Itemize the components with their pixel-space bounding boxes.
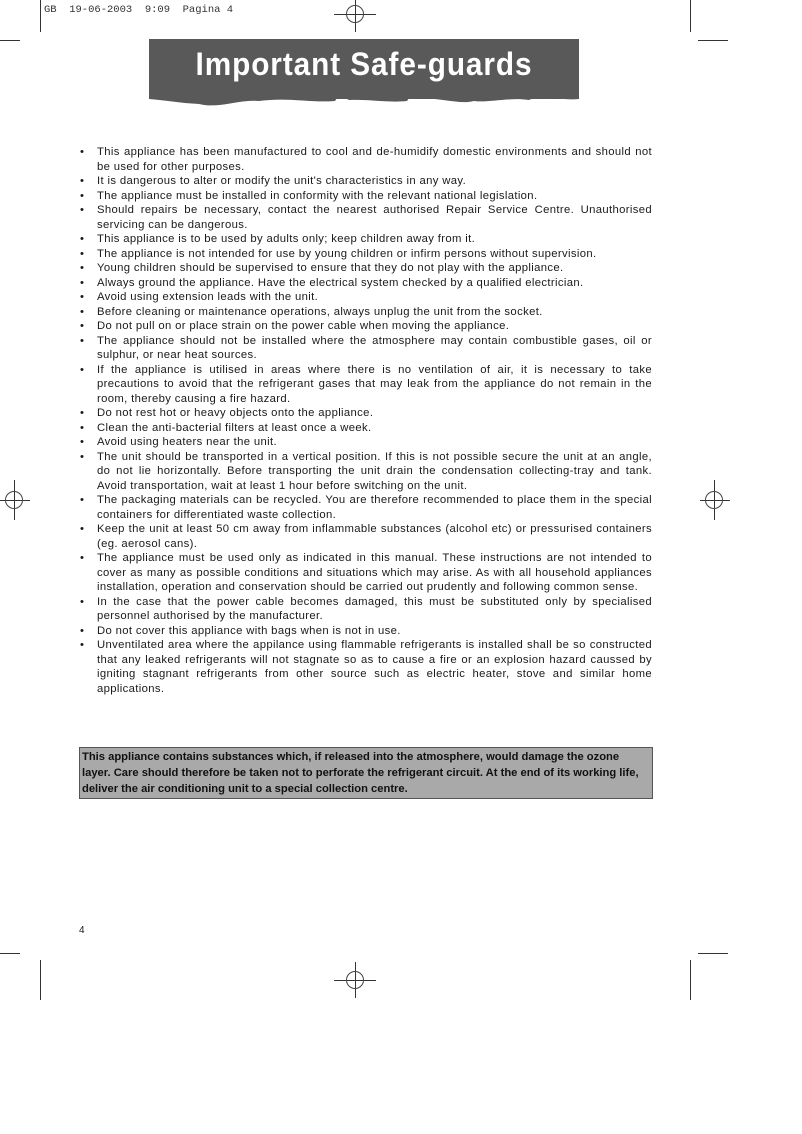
list-item-text: Keep the unit at least 50 cm away from inflammable substances (alcohol etc) or pressurised containers (eg. aerosol cans).	[97, 523, 652, 550]
list-item-text: In the case that the power cable becomes damaged, this must be substituted only by specialised personnel authorised by the manufacturer.	[97, 595, 652, 622]
list-item	[78, 450, 652, 494]
safeguards-list	[78, 145, 652, 696]
bullet-icon: •	[80, 436, 85, 448]
list-item	[78, 493, 652, 522]
bullet-icon: •	[80, 334, 85, 347]
bullet-icon: •	[80, 175, 85, 187]
bullet-icon: •	[80, 407, 85, 419]
list-item-text: Should repairs be necessary, contact the nearest authorised Repair Service Centre. Unauthorised servicing can be dangerous.	[97, 204, 652, 231]
list-item	[78, 203, 652, 232]
list-item-text: The unit should be transported in a vertical position. If this is not possible secure the unit at an angle, do not lie horizontally. Before transporting the unit drain the condensation collecting-tray and tank. Avoid transportation, wait at least 1 hour before switching on the unit.	[97, 450, 652, 492]
bullet-icon: •	[80, 320, 85, 332]
list-item	[78, 319, 652, 334]
list-item	[78, 305, 652, 320]
list-item	[78, 232, 652, 247]
list-item	[78, 247, 652, 262]
list-item-text: Do not cover this appliance with bags when is not in use.	[97, 624, 401, 637]
list-item-text: Unventilated area where the appilance using flammable refrigerants is installed shall be so constructed that any leaked refrigerants will not stagnate so as to cause a fire or an explosion hazard caussed by igniting stagnant refrigerants from other source such as electric heater, stove and similar home applications.	[97, 639, 652, 695]
list-item-text: If the appliance is utilised in areas where there is no ventilation of air, it is necessary to take precautions to avoid that the refrigerant gases that may leak from the appliance do not remain in the room, thereby causing a fire hazard.	[97, 363, 652, 405]
registration-circle-icon	[5, 491, 23, 509]
list-item-text: Avoid using extension leads with the unit.	[97, 291, 319, 303]
list-item	[78, 522, 652, 551]
list-item	[78, 595, 652, 624]
list-item	[78, 551, 652, 595]
list-item	[78, 189, 652, 204]
list-item-text: Clean the anti-bacterial filters at least once a week.	[97, 421, 372, 434]
bullet-icon: •	[80, 363, 85, 376]
crop-mark	[0, 40, 20, 41]
bullet-icon: •	[80, 233, 85, 245]
list-item-text: The packaging materials can be recycled. You are therefore recommended to place them in the special containers for differentiated waste collection.	[97, 494, 652, 521]
crop-mark	[0, 953, 20, 954]
bullet-icon: •	[80, 494, 85, 506]
bullet-icon: •	[80, 276, 85, 289]
bullet-icon: •	[80, 291, 85, 303]
page-title: Important Safe-guards	[195, 46, 533, 82]
bullet-icon: •	[80, 189, 85, 202]
list-item-text: The appliance should not be installed where the atmosphere may contain combustible gases, oil or sulphur, or near heat sources.	[97, 334, 652, 361]
list-item	[78, 363, 652, 407]
list-item-text: Always ground the appliance. Have the electrical system checked by a qualified electrician.	[97, 276, 584, 289]
crop-mark	[690, 960, 691, 1000]
list-item-text: The appliance must be used only as indicated in this manual. These instructions are not intended to cover as many as possible conditions and situations which may arise. As with all household appliances installation, operation and conservation should be carried out prudently and following common sense.	[97, 552, 652, 593]
list-item-text: This appliance is to be used by adults only; keep children away from it.	[97, 233, 476, 245]
bullet-icon: •	[80, 204, 85, 216]
bullet-icon: •	[80, 450, 85, 463]
list-item	[78, 421, 652, 436]
registration-circle-icon	[346, 971, 364, 989]
list-item-text: Young children should be supervised to ensure that they do not play with the appliance.	[97, 262, 564, 274]
bullet-icon: •	[80, 639, 85, 651]
list-item	[78, 145, 652, 174]
list-item-text: The appliance must be installed in conformity with the relevant national legislation.	[97, 189, 538, 202]
list-item	[78, 638, 652, 696]
ozone-warning-box: This appliance contains substances which, if released into the atmosphere, would damage the ozone layer. Care should therefore be taken not to perforate the refrigerant circuit. At the end of its working life, deliver the air conditioning unit to a special collection centre.	[79, 747, 653, 799]
title-banner	[149, 39, 579, 99]
bullet-icon: •	[80, 247, 85, 260]
list-item	[78, 334, 652, 363]
crop-mark	[690, 0, 691, 32]
list-item	[78, 261, 652, 276]
list-item	[78, 624, 652, 639]
crop-mark	[698, 40, 728, 41]
bullet-icon: •	[80, 305, 85, 318]
list-item-text: This appliance has been manufactured to cool and de-humidify domestic environments and should not be used for other purposes.	[97, 146, 652, 173]
list-item	[78, 174, 652, 189]
list-item	[78, 290, 652, 305]
list-item-text: Do not rest hot or heavy objects onto the appliance.	[97, 407, 374, 419]
list-item-text: Do not pull on or place strain on the power cable when moving the appliance.	[97, 320, 510, 332]
crop-mark	[698, 953, 728, 954]
bullet-icon: •	[80, 595, 85, 608]
registration-circle-icon	[705, 491, 723, 509]
torn-edge-decoration	[149, 91, 579, 111]
crop-mark	[40, 0, 41, 32]
bullet-icon: •	[80, 146, 85, 158]
registration-circle-icon	[346, 5, 364, 23]
page-number: 4	[79, 925, 85, 936]
bullet-icon: •	[80, 421, 85, 434]
list-item	[78, 435, 652, 450]
list-item-text: It is dangerous to alter or modify the unit's characteristics in any way.	[97, 175, 467, 187]
bullet-icon: •	[80, 523, 85, 535]
list-item-text: Before cleaning or maintenance operations, always unplug the unit from the socket.	[97, 305, 543, 318]
crop-mark	[40, 960, 41, 1000]
list-item	[78, 406, 652, 421]
list-item-text: The appliance is not intended for use by young children or infirm persons without supervision.	[97, 247, 597, 260]
bullet-icon: •	[80, 624, 85, 637]
list-item	[78, 276, 652, 291]
bullet-icon: •	[80, 262, 85, 274]
bullet-icon: •	[80, 552, 85, 564]
list-item-text: Avoid using heaters near the unit.	[97, 436, 278, 448]
print-slug: GB 19-06-2003 9:09 Pagina 4	[44, 4, 234, 16]
